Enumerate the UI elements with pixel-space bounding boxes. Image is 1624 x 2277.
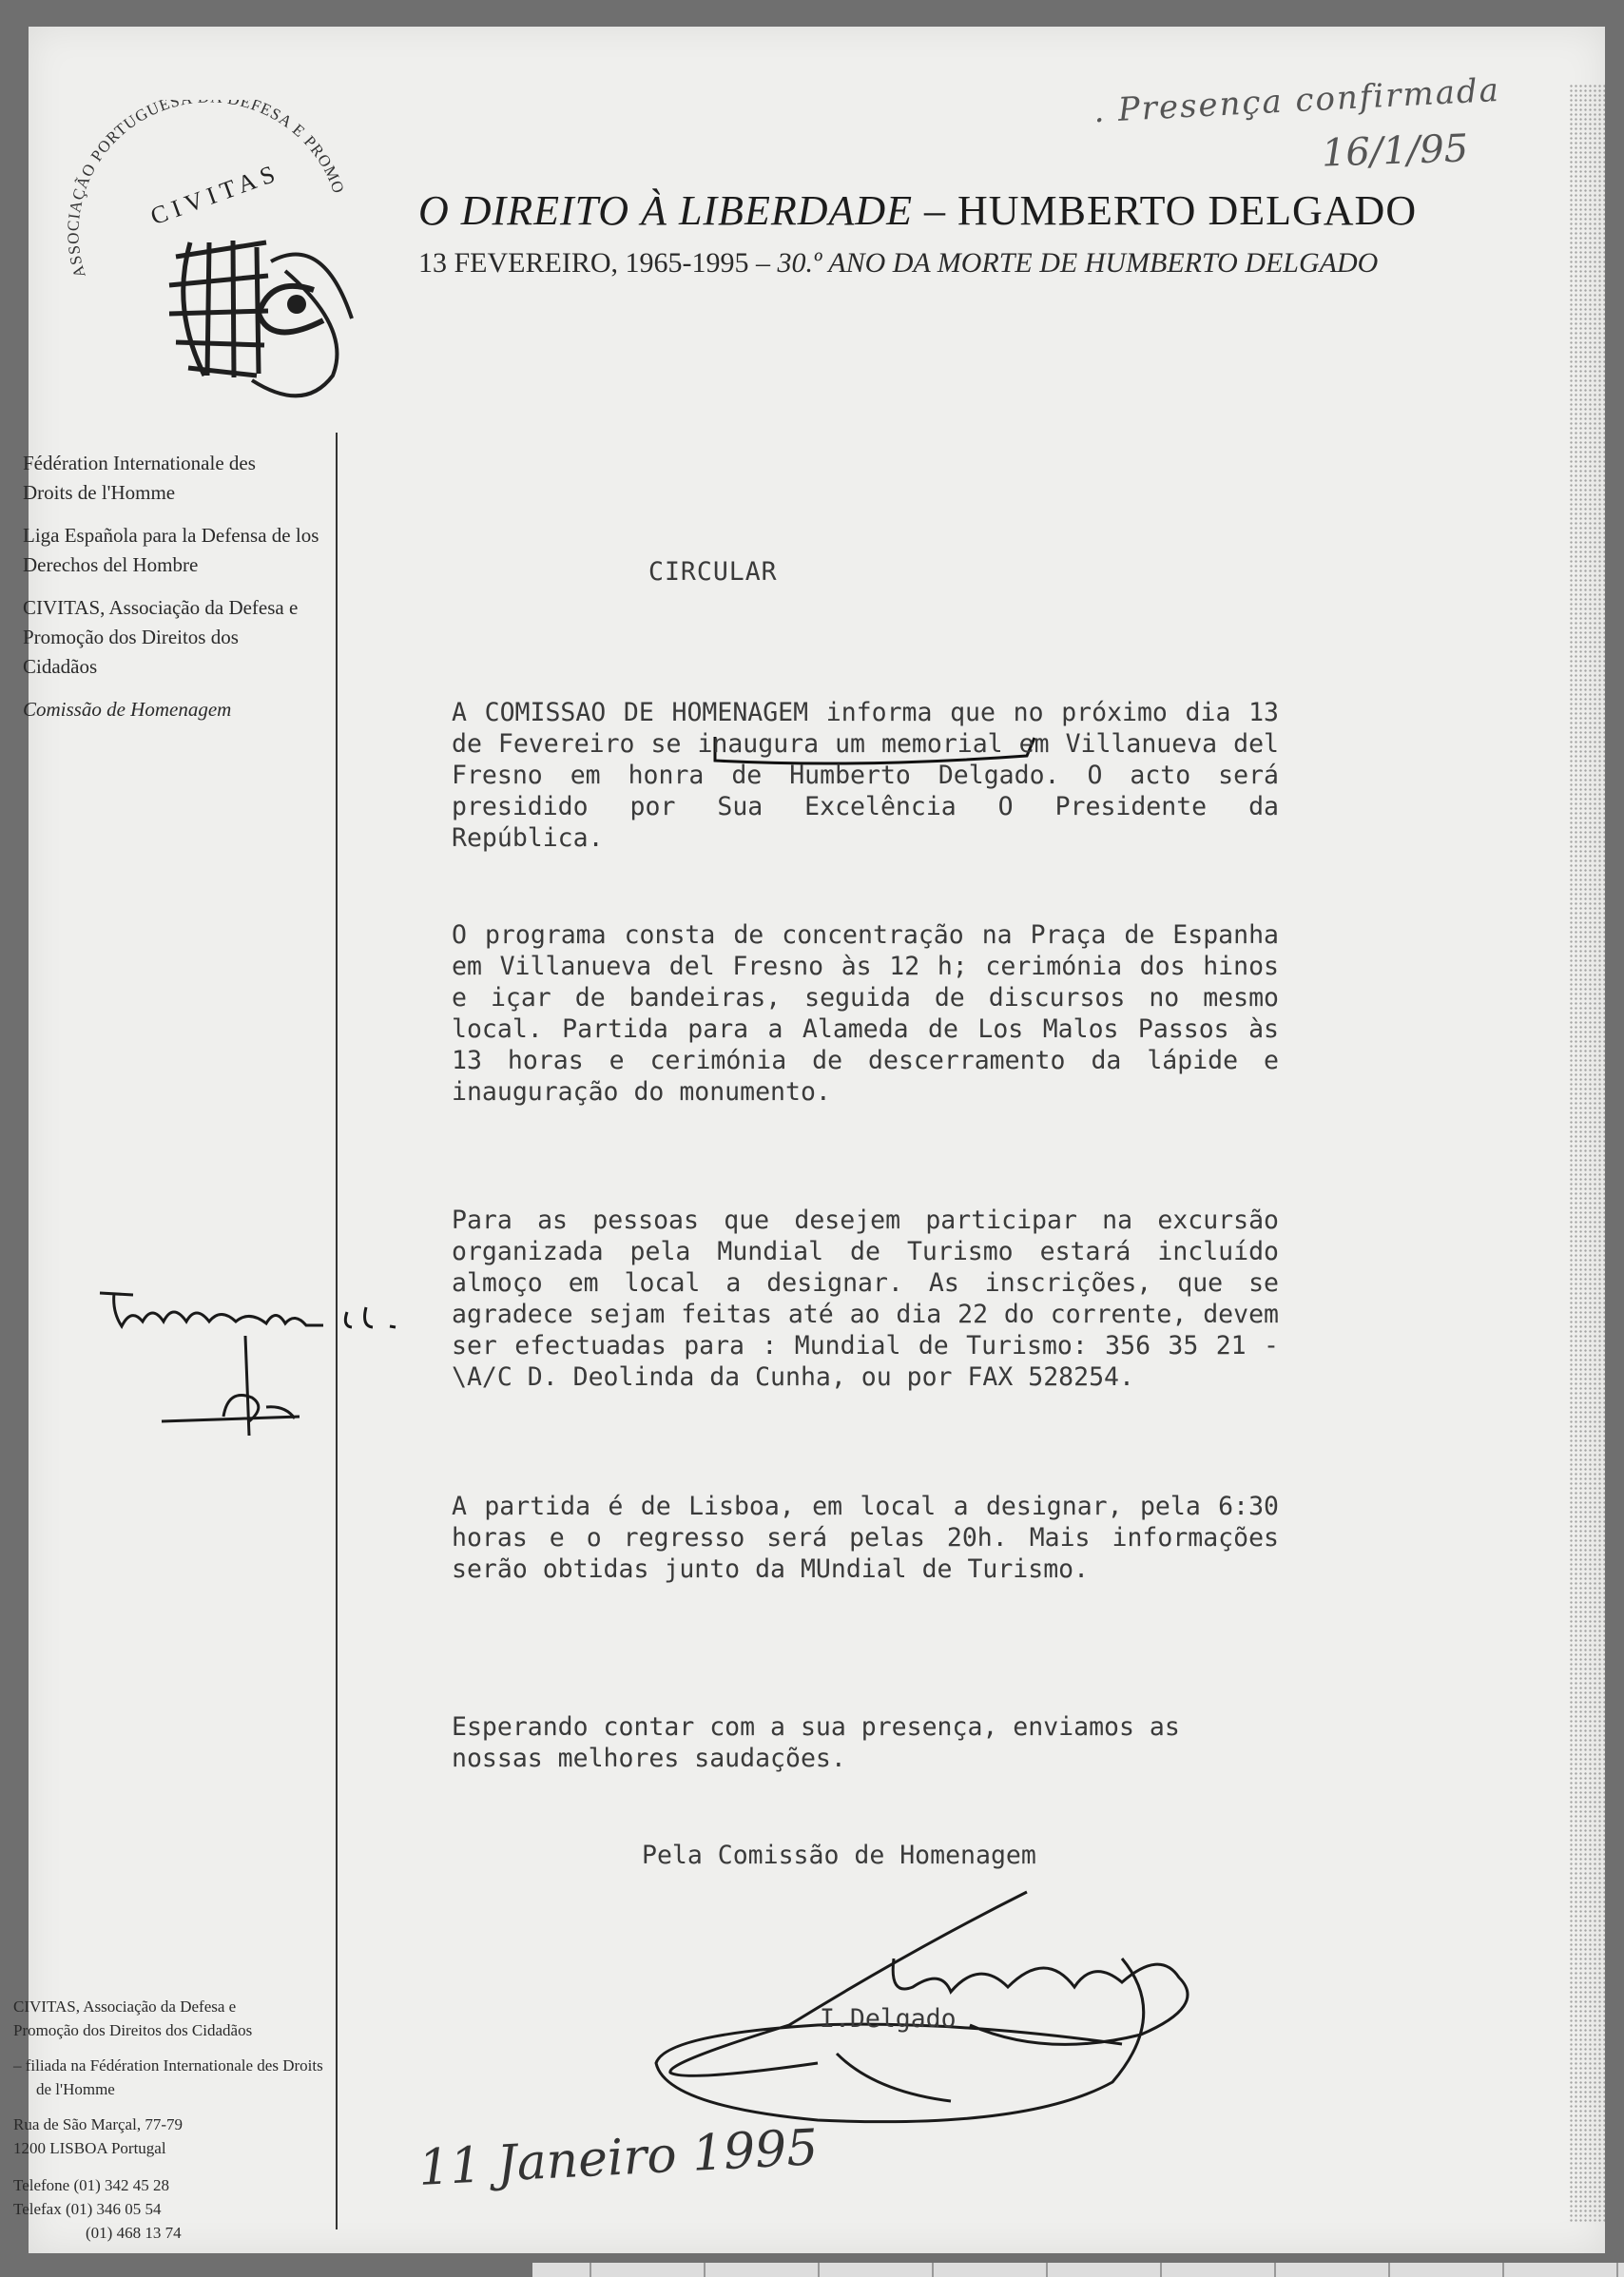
footer-phone-3: (01) 468 13 74 <box>86 2224 182 2242</box>
sidebar-org-liga: Liga Española para la Defensa de los Derechos del Hombre <box>23 524 319 576</box>
letterhead-title <box>418 186 1521 235</box>
footer-fax: Telefax (01) 346 05 54 <box>13 2200 162 2218</box>
civitas-logo <box>48 100 361 404</box>
logo-ring-text: ASSOCIAÇÃO PORTUGUES EFESA E PROMO <box>64 100 348 280</box>
title-slogan: O DIREITO À LIBERDADE <box>418 187 913 234</box>
sidebar-org-civitas: CIVITAS, Associação da Defesa e Promoção dos Direitos dos Cidadãos <box>23 596 299 678</box>
letter-signoff: Pela Comissão de Homenagem <box>642 1841 1036 1870</box>
sidebar-footer <box>13 1995 327 2256</box>
sidebar-divider <box>336 433 338 2229</box>
title-dash: – <box>913 187 957 234</box>
letter-paragraph-1 <box>452 697 1279 854</box>
footer-org: CIVITAS, Associação da Defesa e Promoção dos Direitos dos Cidadãos <box>13 1997 253 2039</box>
footer-address-street: Rua de São Marçal, 77-79 <box>13 2115 183 2133</box>
handwritten-date: 11 Janeiro 1995 <box>416 2119 820 2197</box>
handwritten-confirmation: . Presença confirmada <box>1092 70 1501 131</box>
title-name: HUMBERTO DELGADO <box>957 187 1418 234</box>
handwritten-confirmation-date: 16/1/95 <box>1321 126 1469 176</box>
sidebar-org-fidh: Fédération Internationale des Droits de l'Homme <box>23 452 256 504</box>
letter-paragraph-4 <box>452 1491 1279 1585</box>
paragraph-text: O programa consta de concentração na Praça de Espanha em Villanueva del Fresno às 12 h; cerimónia dos hinos e içar de bandeiras, seguida de discursos no mesmo local. Partida para a Alameda de Los Malos Passos às 13 horas e cerimónia de descerramento da lápide e inauguração do monumento. <box>452 920 1279 1107</box>
letter-paragraph-3 <box>452 1205 1279 1393</box>
footer-contacts <box>13 2173 327 2245</box>
subtitle-anniversary: 30.º ANO DA MORTE DE HUMBERTO DELGADO <box>777 247 1379 279</box>
civitas-emblem-icon <box>48 100 361 404</box>
footer-affiliation: – filiada na Fédération Internationale des Droits de l'Homme <box>13 2056 323 2098</box>
footer-phone: Telefone (01) 342 45 28 <box>13 2176 170 2194</box>
paragraph-text: A COMISSAO DE HOMENAGEM informa que no próximo dia 13 de Fevereiro se inaugura um memorial em Villanueva del Fresno em honra de Humberto Delgado. O acto será presidido por Sua Excelência O Presidente da República. <box>452 698 1279 853</box>
letter-closing: Esperando contar com a sua presença, enviamos as nossas melhores saudações. <box>452 1712 1180 1773</box>
subtitle-date: 13 FEVEREIRO, 1965-1995 – <box>418 247 778 279</box>
signature-name: I.Delgado <box>820 2004 957 2034</box>
sidebar-orgs <box>23 449 327 738</box>
sidebar-org-comissao: Comissão de Homenagem <box>23 698 232 721</box>
paragraph-text: A partida é de Lisboa, em local a designar, pela 6:30 horas e o regresso será pelas 20h. Mais informações serão obtidas junto da MUndial de Turismo. <box>452 1492 1279 1584</box>
scan-edge-noise <box>1569 84 1605 2223</box>
paragraph-text: Para as pessoas que desejem participar na excursão organizada pela Mundial de Turismo estará incluído almoço em local a designar. As inscrições, que se agradece sejam feitas até ao dia 22 do corrente, devem ser efectuadas para : Mundial de Turismo: 356 35 21 - \A/C D. Deolinda da Cunha, ou por FAX 528254. <box>452 1206 1279 1392</box>
scan-bottom-strip <box>532 2263 1624 2277</box>
letter-paragraph-2 <box>452 919 1279 1108</box>
letterhead-subtitle <box>418 247 1521 280</box>
footer-address-city: 1200 LISBOA Portugal <box>13 2139 166 2157</box>
footer-address <box>13 2113 327 2160</box>
logo-name: CIVITAS <box>146 158 284 231</box>
letter-heading: CIRCULAR <box>648 557 778 587</box>
